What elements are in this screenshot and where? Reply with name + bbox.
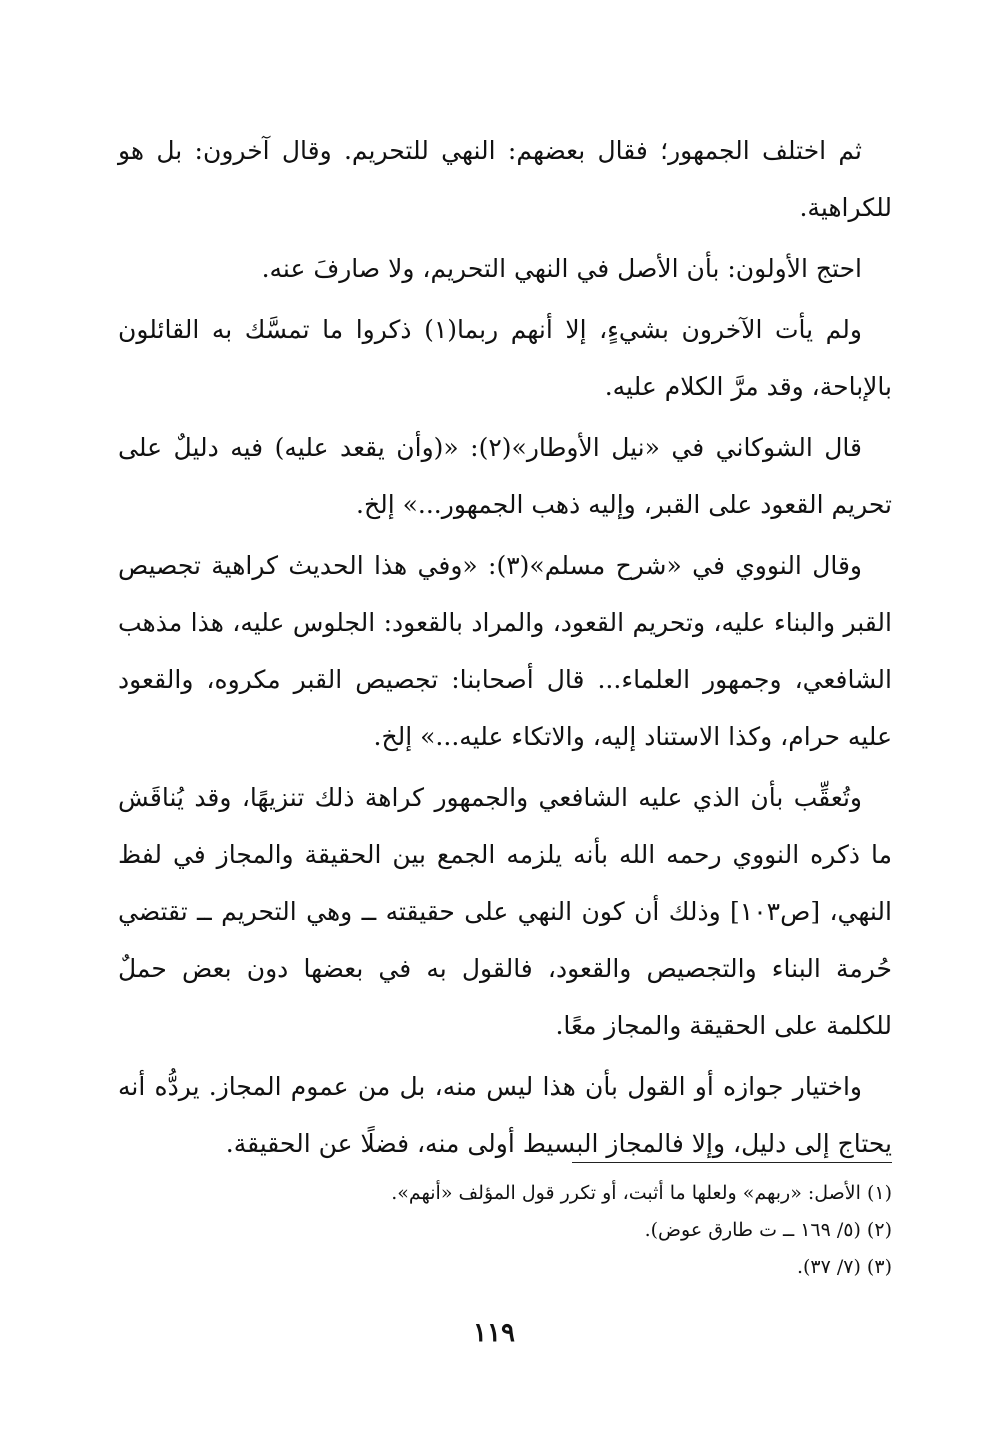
paragraph: ثم اختلف الجمهور؛ فقال بعضهم: النهي للتحريم. وقال آخرون: بل هو للكراهية.	[118, 136, 892, 222]
footnote: (٣) (٧/ ٣٧).	[796, 1256, 892, 1278]
footnotes	[118, 1175, 892, 1286]
paragraph: قال الشوكاني في «نيل الأوطار»(٢): «(وأن يقعد عليه) فيه دليلٌ على تحريم القعود على القبر، وإليه ذهب الجمهور...» إلخ.	[118, 433, 892, 519]
footnote-separator	[572, 1162, 892, 1163]
paragraph: احتج الأولون: بأن الأصل في النهي التحريم، ولا صارفَ عنه.	[261, 254, 862, 283]
paragraph: ولم يأت الآخرون بشيءٍ، إلا أنهم ربما(١) ذكروا ما تمسَّك به القائلون بالإباحة، وقد مرَّ الكلام عليه.	[118, 315, 892, 401]
main-text	[118, 122, 892, 1176]
paragraph: واختيار جوازه أو القول بأن هذا ليس منه، بل من عموم المجاز. يردُّه أنه يحتاج إلى دليل، وإلا فالمجاز البسيط أولى منه، فضلًا عن الحقيقة.	[118, 1072, 892, 1158]
footnote: (١) الأصل: «ربهم» ولعلها ما أثبت، أو تكرر قول المؤلف «أنهم».	[391, 1182, 892, 1204]
paragraph: وتُعقِّب بأن الذي عليه الشافعي والجمهور كراهة ذلك تنزيهًا، وقد يُناقَش ما ذكره النووي رحمه الله بأنه يلزمه الجمع بين الحقيقة والمجاز في لفظ النهي، [ص١٠٣] وذلك أن كون النهي على حقيقته ــ وهي التحريم ــ تقتضي حُرمة البناء والتجصيص والقعود، فالقول به في بعضها دون بعض حملٌ للكلمة على الحقيقة والمجاز معًا.	[118, 783, 892, 1040]
page-number: ١١٩	[473, 1318, 515, 1348]
paragraph: وقال النووي في «شرح مسلم»(٣): «وفي هذا الحديث كراهية تجصيص القبر والبناء عليه، وتحريم القعود، والمراد بالقعود: الجلوس عليه، هذا مذهب الشافعي، وجمهور العلماء... قال أصحابنا: تجصيص القبر مكروه، والقعود عليه حرام، وكذا الاستناد إليه، والاتكاء عليه...» إلخ.	[118, 551, 892, 751]
footnote: (٢) (٥/ ١٦٩ ــ ت طارق عوض).	[644, 1219, 892, 1241]
